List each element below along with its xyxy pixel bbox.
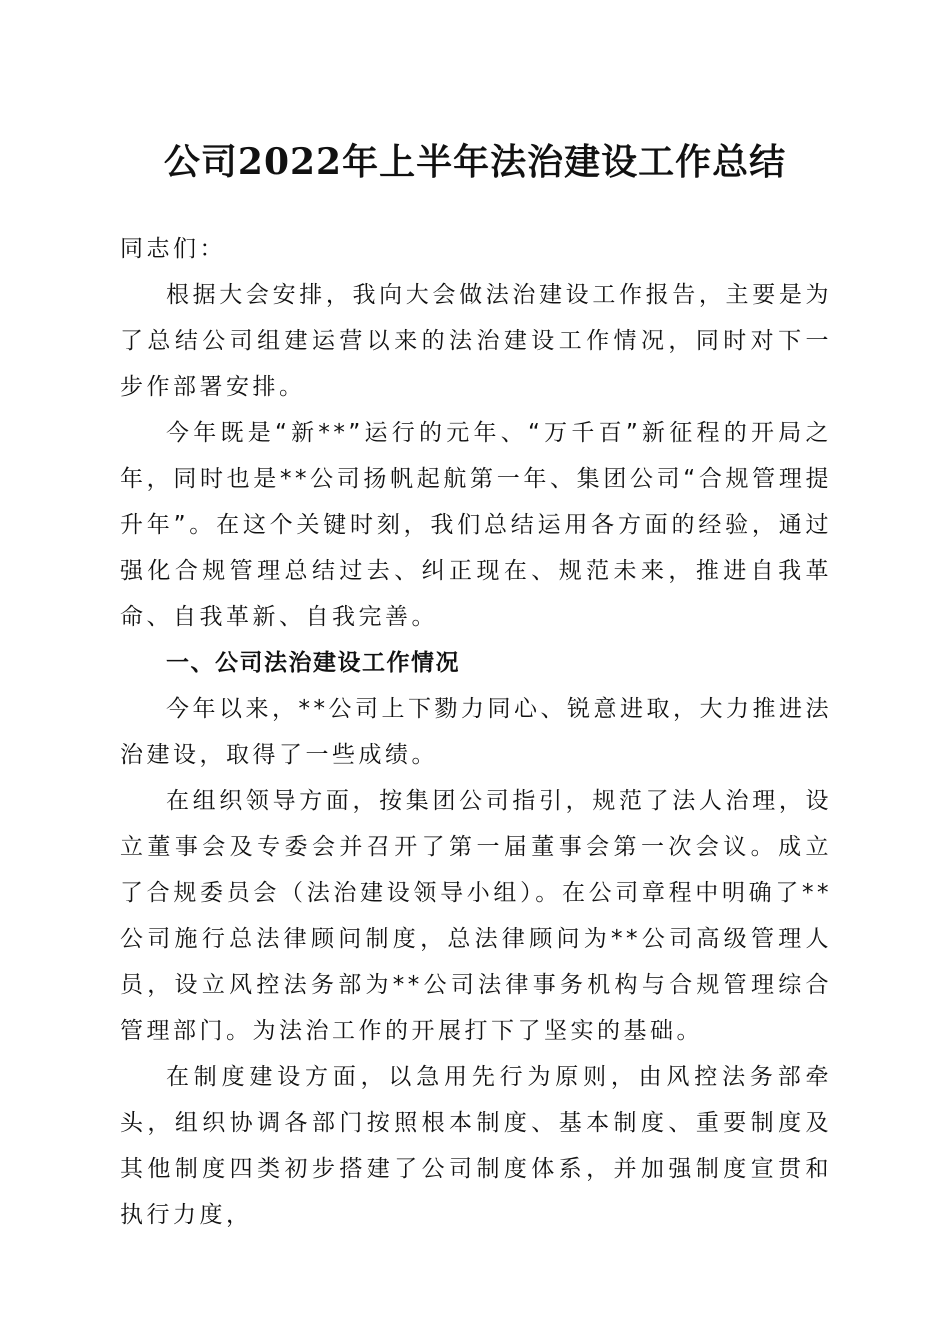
document-body (120, 226, 832, 1238)
document-title: 公司2022年上半年法治建设工作总结 (163, 141, 787, 183)
section-heading: 一、公司法治建设工作情况 (166, 650, 460, 676)
paragraph: 根据大会安排，我向大会做法治建设工作报告，主要是为了总结公司组建运营以来的法治建设工作情况，同时对下一步作部署安排。 (120, 282, 832, 400)
paragraph: 在组织领导方面，按集团公司指引，规范了法人治理，设立董事会及专委会并召开了第一届董事会第一次会议。成立了合规委员会（法治建设领导小组）。在公司章程中明确了**公司施行总法律顾问制度，总法律顾问为**公司高级管理人员，设立风控法务部为**公司法律事务机构与合规管理综合管理部门。为法治工作的开展打下了坚实的基础。 (120, 788, 832, 1044)
paragraph: 今年以来，**公司上下勠力同心、锐意进取，大力推进法治建设，取得了一些成绩。 (120, 696, 832, 768)
paragraph: 今年既是“新**”运行的元年、“万千百”新征程的开局之年，同时也是**公司扬帆起航第一年、集团公司“合规管理提升年”。在这个关键时刻，我们总结运用各方面的经验，通过强化合规管理总结过去、纠正现在、规范未来，推进自我革命、自我革新、自我完善。 (120, 420, 832, 630)
salutation: 同志们： (120, 236, 226, 262)
paragraph: 在制度建设方面，以急用先行为原则，由风控法务部牵头，组织协调各部门按照根本制度、基本制度、重要制度及其他制度四类初步搭建了公司制度体系，并加强制度宣贯和执行力度， (120, 1064, 832, 1228)
